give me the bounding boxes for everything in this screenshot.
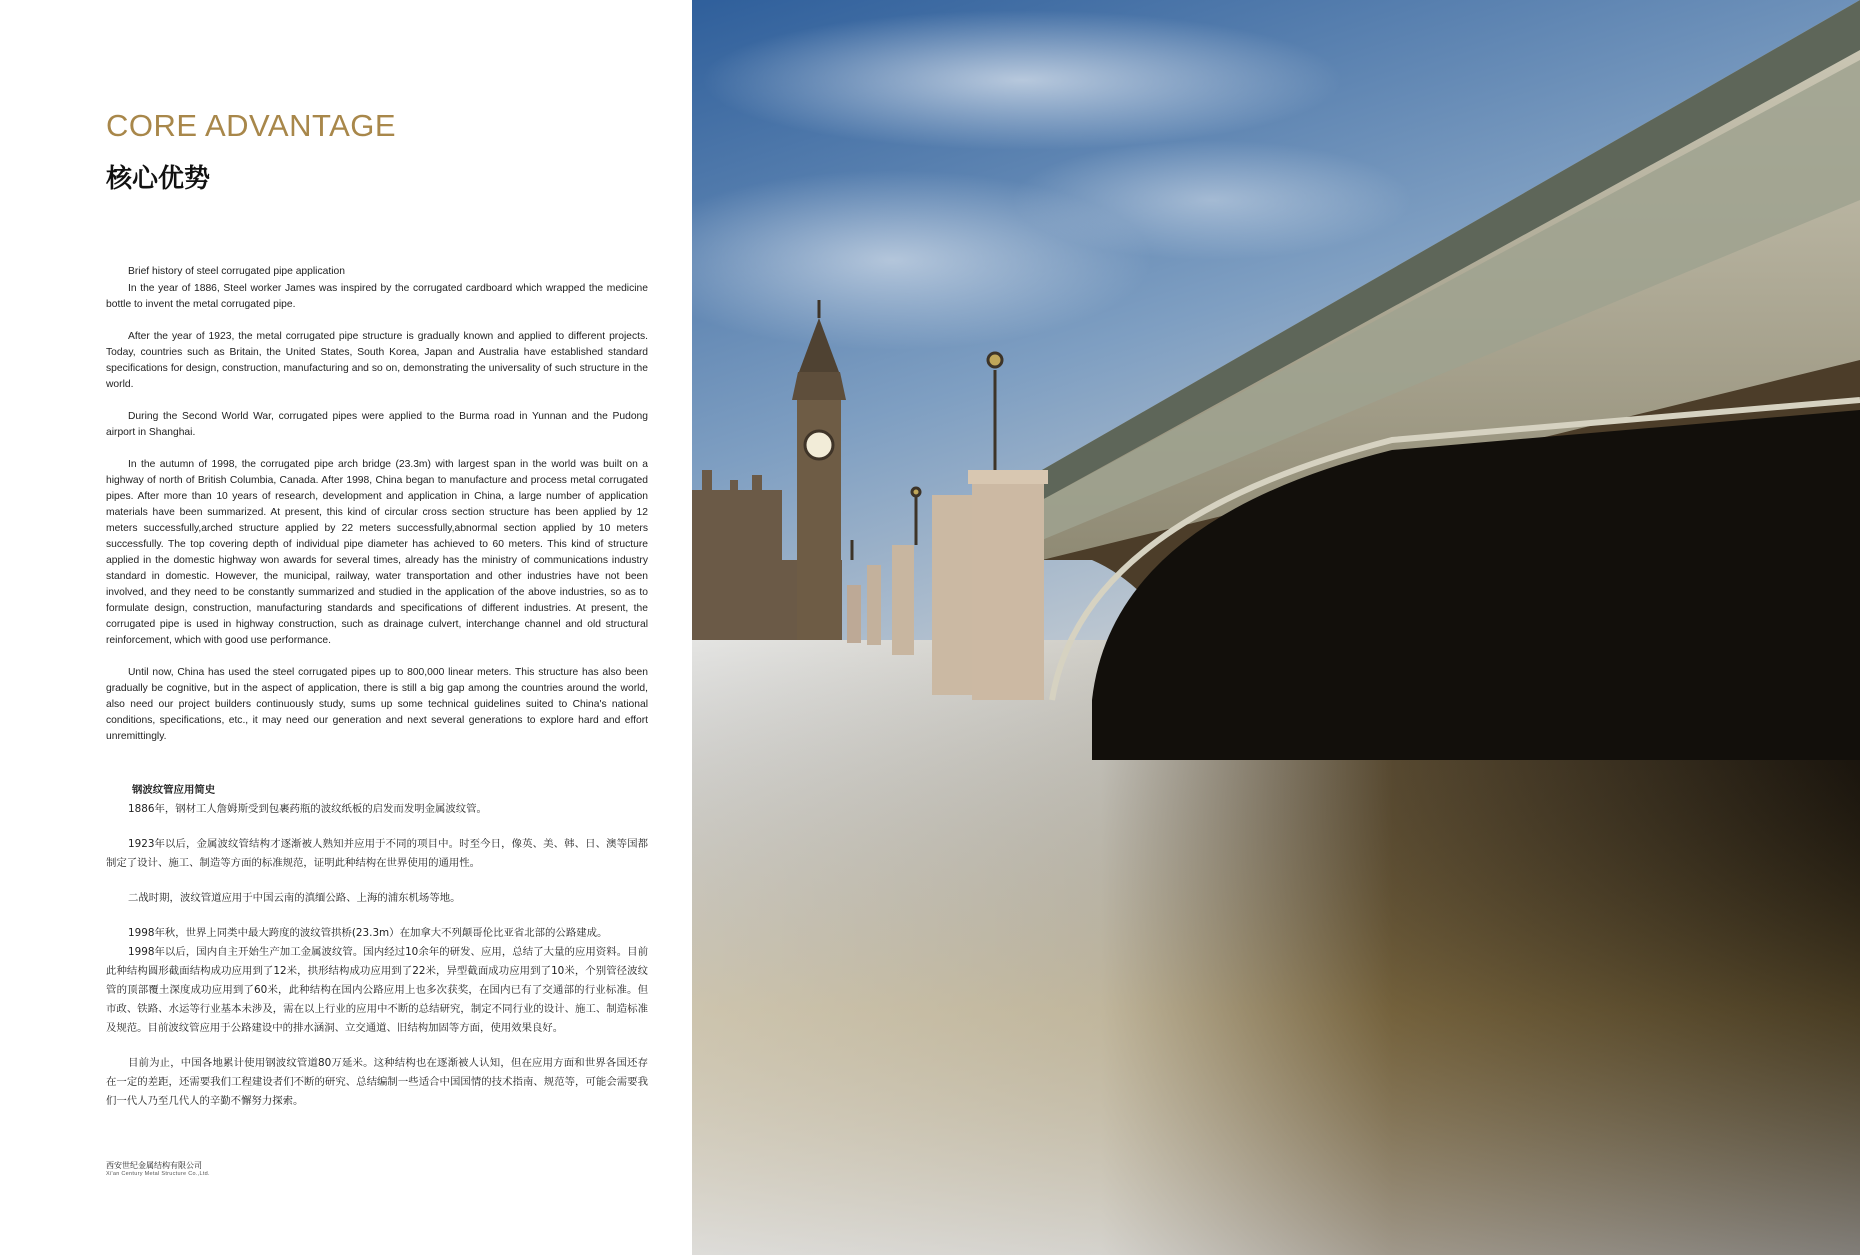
chinese-paragraph: 目前为止，中国各地累计使用钢波纹管道80万延米。这种结构也在逐渐被人认知，但在应用方面和世界各国还存在一定的差距，还需要我们工程建设者们不断的研究、总结编制一些适合中国国情的技术指南、规范等，可能会需要我们一代人乃至几代人的辛勤不懈努力探索。	[106, 1057, 648, 1107]
english-paragraph: In the autumn of 1998, the corrugated pipe arch bridge (23.3m) with largest span in the world was built on a highway of north of British Columbia, Canada. After 1998, China began to manufacture and process metal corrugated pipes. After more than 10 years of research, development and application in China, a large number of application materials have been summarized. At present, this kind of circular cross section structure has been applied by 12 meters successfully,arched structure applied by 22 meters successfully,abnormal section applied by 10 meters successfully. The top covering depth of individual pipe diameter has achieved to 60 meters. This kind of structure applied in the domestic highway won awards for several times, already has the ministry of communications industry standard in domestic. However, the municipal, railway, water transportation and other industries have not been involved, and they need to be constantly summarized and studied in the application of the above industries, so as to formulate design, construction, manufacturing standards and specifications of different industries. At present, the corrugated pipe is used in highway construction, such as drainage culvert, interchange channel and old structural reinforcement, which with good use performance.	[106, 459, 648, 646]
english-paragraph: In the year of 1886, Steel worker James was inspired by the corrugated cardboard which wrapped the medicine bottle to invent the metal corrugated pipe.	[106, 283, 648, 310]
chinese-paragraph: 1998年以后，国内自主开始生产加工金属波纹管。国内经过10余年的研发、应用，总结了大量的应用资料。目前此种结构圆形截面结构成功应用到了12米，拱形结构成功应用到了22米，异型截面成功应用到了10米，个别管径波纹管的顶部覆土深度成功应用到了60米，此种结构在国内公路应用上也多次获奖，在国内已有了交通部的行业标准。但市政、铁路、水运等行业基本未涉及，需在以上行业的应用中不断的总结研究，制定不同行业的设计、施工、制造标准及规范。目前波纹管应用于公路建设中的排水涵洞、立交通道、旧结构加固等方面，使用效果良好。	[106, 946, 648, 1034]
chinese-paragraph: 1886年，钢材工人詹姆斯受到包裹药瓶的波纹纸板的启发而发明金属波纹管。	[128, 803, 487, 815]
company-footer	[106, 1161, 210, 1179]
english-section	[106, 264, 648, 745]
company-name-chinese: 西安世纪金属结构有限公司	[106, 1161, 202, 1170]
chinese-subtitle: 钢波纹管应用简史	[132, 784, 216, 796]
heading-english: CORE ADVANTAGE	[106, 108, 397, 143]
chinese-section	[106, 781, 648, 1111]
heading-chinese: 核心优势	[106, 164, 211, 194]
english-subtitle: Brief history of steel corrugated pipe application	[128, 266, 345, 277]
company-name-english: Xi'an Century Metal Structure Co.,Ltd.	[106, 1171, 210, 1177]
english-paragraph: After the year of 1923, the metal corrugated pipe structure is gradually known and applied to different projects. Today, countries such as Britain, the United States, South Korea, Japan and Australia have established standard specifications for design, construction, manufacturing and so on, demonstrating the universality of such structure in the world.	[106, 331, 648, 390]
chinese-paragraph: 1998年秋，世界上同类中最大跨度的波纹管拱桥(23.3m）在加拿大不列颠哥伦比亚省北部的公路建成。	[128, 927, 608, 939]
english-paragraph: Until now, China has used the steel corrugated pipes up to 800,000 linear meters. This structure has also been gradually be cognitive, but in the aspect of application, there is still a big gap among the countries around the world, also need our project builders continuously study, sums up some technical guidelines suited to China's national conditions, specifications, etc., it may need our generation and next several generations to explore hard and effort unremittingly.	[106, 667, 648, 742]
body-column	[106, 264, 648, 1127]
chinese-paragraph: 二战时期，波纹管道应用于中国云南的滇缅公路、上海的浦东机场等地。	[128, 892, 461, 904]
westminster-bridge-image	[692, 0, 1860, 1255]
english-paragraph: During the Second World War, corrugated pipes were applied to the Burma road in Yunnan and the Pudong airport in Shanghai.	[106, 411, 648, 438]
chinese-paragraph: 1923年以后，金属波纹管结构才逐渐被人熟知并应用于不同的项目中。时至今日，像英、美、韩、日、澳等国都制定了设计、施工、制造等方面的标准规范，证明此种结构在世界使用的通用性。	[106, 838, 648, 869]
bridge-photo	[692, 0, 1860, 1255]
text-page	[0, 0, 692, 1255]
